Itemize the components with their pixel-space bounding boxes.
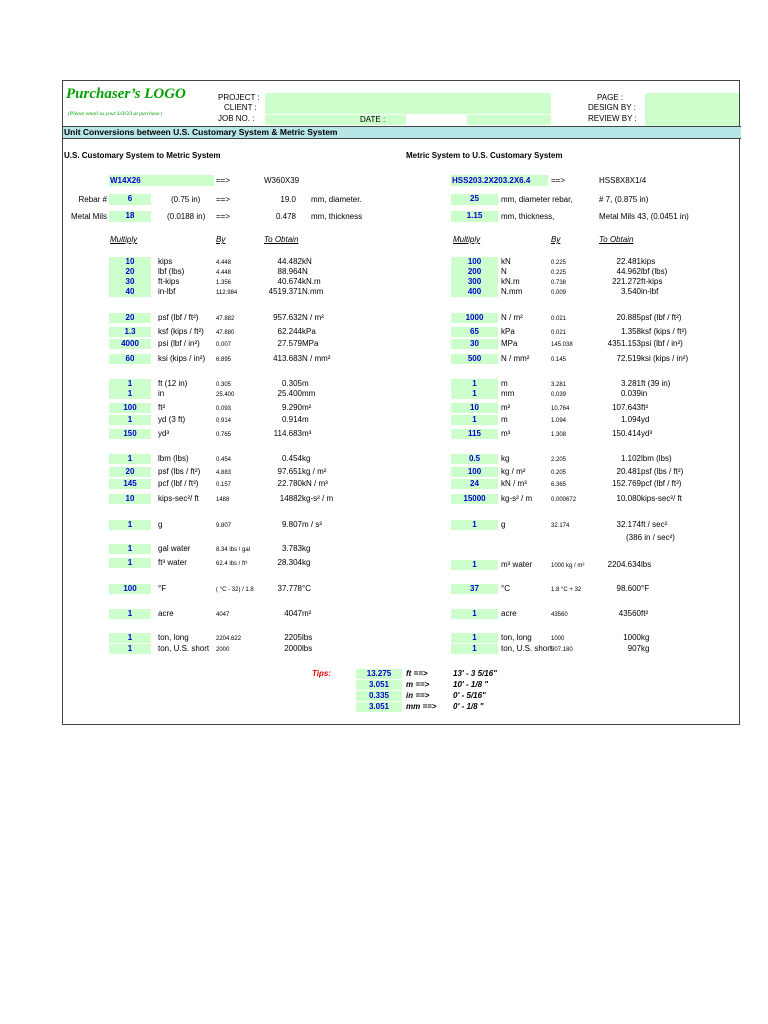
right-mils-input[interactable]: 1.15 <box>451 211 498 222</box>
multiply-input[interactable]: 1 <box>109 644 151 654</box>
factor: ( °C - 32) / 1.8 <box>216 587 254 593</box>
result-value: 0.039 <box>620 389 641 398</box>
from-unit: yd³ <box>158 429 170 438</box>
from-unit: in <box>158 389 165 398</box>
factor: 145.038 <box>551 342 573 348</box>
right-rebar-input[interactable]: 25 <box>451 194 498 205</box>
mils-input[interactable]: 18 <box>109 211 151 222</box>
result-value: 907 <box>627 644 641 653</box>
result-value: 4047 <box>284 609 302 618</box>
tip-unit: mm ==> <box>406 702 437 711</box>
multiply-input[interactable]: 150 <box>109 429 151 439</box>
right-rebar-result: # 7, (0.875 in) <box>599 195 649 204</box>
from-unit: ton, U.S. short <box>501 644 553 653</box>
multiply-input[interactable]: 1.3 <box>109 327 151 337</box>
to-unit: kN / m³ <box>302 479 328 488</box>
from-unit: ft (12 in) <box>158 379 188 388</box>
result-value: 27.579 <box>277 339 302 348</box>
factor: 0.093 <box>216 406 232 412</box>
mils-unit: mm, thickness <box>311 212 363 221</box>
result-value: 957.632 <box>273 313 302 322</box>
from-unit: kPa <box>501 327 515 336</box>
result-value: 4351.153 <box>607 339 641 348</box>
to-unit: kN.m <box>302 277 321 286</box>
right-col-obtain: To Obtain <box>599 235 634 244</box>
multiply-input[interactable]: 20 <box>109 467 151 477</box>
project-label: PROJECT : <box>218 93 260 102</box>
multiply-input[interactable]: 1 <box>451 609 498 619</box>
to-unit: lbs <box>641 560 652 569</box>
to-unit: N / mm² <box>302 354 331 363</box>
result-value: 20.481 <box>616 467 641 476</box>
factor: 1.308 <box>551 432 567 438</box>
factor: 0.305 <box>216 382 232 388</box>
to-unit: yd³ <box>641 429 653 438</box>
to-unit: kPa <box>302 327 316 336</box>
to-unit: lbm (lbs) <box>641 454 672 463</box>
to-unit: ft / sec² <box>641 520 668 529</box>
from-unit: ksi (kips / in²) <box>158 354 206 363</box>
to-unit: psf (lbf / ft²) <box>641 313 682 322</box>
result-value: 114.683 <box>273 429 302 438</box>
to-unit: kg <box>302 454 311 463</box>
tip-input[interactable]: 3.051 <box>356 702 402 712</box>
to-unit: N / m² <box>302 313 324 322</box>
result-value: 28.304 <box>277 558 302 567</box>
rebar-inches: (0.75 in) <box>171 195 201 204</box>
multiply-input[interactable]: 100 <box>109 403 151 413</box>
multiply-input[interactable]: 400 <box>451 287 498 297</box>
page-title: Unit Conversions between U.S. Customary System & Metric System <box>64 127 338 137</box>
factor: 2204.622 <box>216 636 242 642</box>
from-unit: ton, long <box>158 633 189 642</box>
right-shape-value: HSS203.2X203.2X6.4 <box>452 176 531 185</box>
result-value: 37.778 <box>277 584 302 593</box>
multiply-input[interactable]: 1 <box>109 609 151 619</box>
to-unit: psf (lbs / ft²) <box>641 467 684 476</box>
g-note: (386 in / sec²) <box>626 533 675 542</box>
from-unit: g <box>158 520 163 529</box>
from-unit: ft-kips <box>158 277 180 286</box>
multiply-input[interactable]: 15000 <box>451 494 498 504</box>
tip-unit: in ==> <box>406 691 430 700</box>
result-value: 1.102 <box>620 454 641 463</box>
result-value: 9.807 <box>281 520 302 529</box>
to-unit: kg <box>302 558 311 567</box>
multiply-input[interactable]: 10 <box>451 403 498 413</box>
to-unit: ksi (kips / in²) <box>641 354 689 363</box>
factor: 1488 <box>216 497 230 503</box>
factor: 6.895 <box>216 357 232 363</box>
page-field[interactable] <box>645 93 739 126</box>
right-col-multiply: Multiply <box>453 235 481 244</box>
multiply-input[interactable]: 40 <box>109 287 151 297</box>
factor: 0.039 <box>551 392 567 398</box>
result-value: 43560 <box>618 609 641 618</box>
multiply-input[interactable]: 10 <box>109 494 151 504</box>
from-unit: ft² <box>158 403 166 412</box>
right-rebar-unit: mm, diameter rebar, <box>501 195 573 204</box>
from-unit: kN <box>501 257 511 266</box>
factor: 4.883 <box>216 470 232 476</box>
client-label: CLIENT : <box>224 103 257 112</box>
result-value: 107.643 <box>612 403 641 412</box>
result-value: 3.783 <box>281 544 302 553</box>
to-unit: kN <box>302 257 312 266</box>
result-value: 0.914 <box>281 415 302 424</box>
to-unit: kg <box>302 544 311 553</box>
factor: 1000 <box>551 636 565 642</box>
factor: 0.454 <box>216 457 232 463</box>
tip-result: 0' - 1/8 " <box>453 702 484 711</box>
multiply-input[interactable]: 100 <box>451 467 498 477</box>
to-unit: kg / m² <box>302 467 327 476</box>
to-unit: m² <box>302 403 312 412</box>
to-unit: °F <box>641 584 650 593</box>
mils-result: 0.478 <box>275 212 296 221</box>
factor: 0.225 <box>551 260 567 266</box>
to-unit: MPa <box>302 339 319 348</box>
from-unit: gal water <box>158 544 191 553</box>
from-unit: ksf (kips / ft²) <box>158 327 204 336</box>
factor: 3.281 <box>551 382 567 388</box>
factor: 0.145 <box>551 357 567 363</box>
multiply-input[interactable]: 500 <box>451 354 498 364</box>
result-value: 25.400 <box>277 389 302 398</box>
factor: 0.205 <box>551 470 567 476</box>
right-shape-arrow: ==> <box>551 176 566 185</box>
to-unit: pcf (lbf / ft³) <box>641 479 682 488</box>
right-mils-result: Metal Mils 43, (0.0451 in) <box>599 212 689 221</box>
to-unit: m <box>302 379 309 388</box>
from-unit: m² <box>501 403 511 412</box>
multiply-input[interactable]: 1 <box>109 633 151 643</box>
factor: 0.021 <box>551 330 567 336</box>
from-unit: kips <box>158 257 173 266</box>
from-unit: m <box>501 379 508 388</box>
from-unit: lbf (lbs) <box>158 267 185 276</box>
factor: 0.021 <box>551 316 567 322</box>
rebar-input[interactable]: 6 <box>109 194 151 205</box>
result-value: 150.414 <box>612 429 641 438</box>
factor: 0.914 <box>216 418 232 424</box>
to-unit: m³ <box>302 429 312 438</box>
from-unit: lbm (lbs) <box>158 454 189 463</box>
from-unit: kN.m <box>501 277 520 286</box>
result-value: 20.885 <box>616 313 641 322</box>
left-heading: U.S. Customary System to Metric System <box>64 151 221 160</box>
multiply-input[interactable]: 1 <box>109 558 151 568</box>
factor: 1.094 <box>551 418 567 424</box>
to-unit: ft² <box>641 403 649 412</box>
from-unit: yd (3 ft) <box>158 415 186 424</box>
factor: 9.807 <box>216 523 232 529</box>
result-value: 1.094 <box>620 415 641 424</box>
to-unit: psi (lbf / in²) <box>641 339 683 348</box>
factor: 32.174 <box>551 523 570 529</box>
multiply-input[interactable]: 24 <box>451 479 498 489</box>
from-unit: N / mm² <box>501 354 530 363</box>
to-unit: m <box>302 415 309 424</box>
factor: 43560 <box>551 612 568 618</box>
from-unit: g <box>501 520 506 529</box>
from-unit: N <box>501 267 507 276</box>
from-unit: N.mm <box>501 287 523 296</box>
left-col-obtain: To Obtain <box>264 235 299 244</box>
factor: 10.764 <box>551 406 570 412</box>
factor: 112.984 <box>216 290 238 296</box>
date-value[interactable] <box>467 115 551 125</box>
multiply-input[interactable]: 145 <box>109 479 151 489</box>
factor: 8.34 lbs / gal <box>216 547 251 553</box>
from-unit: m³ water <box>501 560 533 569</box>
result-value: 413.683 <box>273 354 302 363</box>
factor: 1000 kg / m³ <box>551 563 585 569</box>
factor: 0.007 <box>216 342 232 348</box>
multiply-input[interactable]: 115 <box>451 429 498 439</box>
factor: 0.000672 <box>551 497 577 503</box>
factor: 6.365 <box>551 482 567 488</box>
from-unit: acre <box>158 609 174 618</box>
to-unit: in <box>641 389 648 398</box>
to-unit: N <box>302 267 308 276</box>
result-value: 3.281 <box>620 379 641 388</box>
multiply-input[interactable]: 30 <box>109 277 151 287</box>
result-value: 32.174 <box>616 520 641 529</box>
multiply-input[interactable]: 1 <box>109 379 151 389</box>
from-unit: psi (lbf / in²) <box>158 339 200 348</box>
multiply-input[interactable]: 100 <box>109 584 151 594</box>
result-value: 221.272 <box>612 277 641 286</box>
factor: 0.225 <box>551 270 567 276</box>
to-unit: mm <box>302 389 316 398</box>
result-value: 0.305 <box>281 379 302 388</box>
right-col-by: By <box>551 235 561 244</box>
left-shape-arrow: ==> <box>216 176 231 185</box>
tips-label: Tips: <box>312 669 331 678</box>
multiply-input[interactable]: 100 <box>451 257 498 267</box>
from-unit: kg / m² <box>501 467 526 476</box>
multiply-input[interactable]: 1 <box>451 389 498 399</box>
from-unit: ft³ water <box>158 558 187 567</box>
rebar-result: 19.0 <box>280 195 296 204</box>
job-field[interactable] <box>265 115 409 125</box>
tip-result: 10' - 1/8 " <box>453 680 489 689</box>
mils-label: Metal Mils <box>70 212 107 221</box>
tip-unit: m ==> <box>406 680 430 689</box>
to-unit: kg <box>641 644 650 653</box>
to-unit: kips <box>641 257 656 266</box>
multiply-input[interactable]: 1 <box>451 379 498 389</box>
to-unit: ft² <box>641 609 649 618</box>
multiply-input[interactable]: 30 <box>451 339 498 349</box>
mils-inches: (0.0188 in) <box>167 212 206 221</box>
tip-input[interactable]: 3.051 <box>356 680 402 690</box>
result-value: 1000 <box>623 633 641 642</box>
to-unit: lbs <box>302 633 313 642</box>
tip-result: 13' - 3 5/16" <box>453 669 497 678</box>
multiply-input[interactable]: 1 <box>451 633 498 643</box>
tip-input[interactable]: 0.335 <box>356 691 402 701</box>
result-value: 98.600 <box>616 584 641 593</box>
left-shape-result: W360X39 <box>264 176 300 185</box>
result-value: 44.962 <box>616 267 641 276</box>
from-unit: psf (lbs / ft²) <box>158 467 201 476</box>
rebar-label: Rebar # <box>78 195 107 204</box>
logo: Purchaser’s LOGO <box>66 86 186 102</box>
factor: 4.448 <box>216 270 232 276</box>
date-label: DATE : <box>360 115 386 124</box>
review-label: REVIEW BY : <box>588 114 637 123</box>
from-unit: acre <box>501 609 517 618</box>
to-unit: m / s² <box>302 520 322 529</box>
to-unit: kg-s² / m <box>302 494 334 503</box>
factor: 0.738 <box>551 280 567 286</box>
from-unit: °C <box>501 584 510 593</box>
rebar-arrow: ==> <box>216 195 231 204</box>
tip-input[interactable]: 13.275 <box>356 669 402 679</box>
multiply-input[interactable]: 1 <box>109 544 151 554</box>
multiply-input[interactable]: 10 <box>109 257 151 267</box>
to-unit: lbs <box>302 644 313 653</box>
from-unit: °F <box>158 584 167 593</box>
result-value: 4519.371 <box>268 287 302 296</box>
from-unit: mm <box>501 389 515 398</box>
multiply-input[interactable]: 1000 <box>451 313 498 323</box>
result-value: 88.964 <box>277 267 302 276</box>
multiply-input[interactable]: 200 <box>451 267 498 277</box>
result-value: 9.290 <box>281 403 302 412</box>
from-unit: MPa <box>501 339 518 348</box>
tip-result: 0' - 5/16" <box>453 691 486 700</box>
factor: 4.448 <box>216 260 232 266</box>
factor: 2000 <box>216 647 230 653</box>
factor: 0.765 <box>216 432 232 438</box>
to-unit: ksf (kips / ft²) <box>641 327 687 336</box>
to-unit: °C <box>302 584 311 593</box>
multiply-input[interactable]: 1 <box>109 520 151 530</box>
multiply-input[interactable]: 4000 <box>109 339 151 349</box>
right-mils-unit: mm, thickness, <box>501 212 555 221</box>
tip-unit: ft ==> <box>406 669 428 678</box>
factor: 1.356 <box>216 280 232 286</box>
worksheet <box>62 80 740 725</box>
result-value: 22.780 <box>277 479 302 488</box>
factor: 25.400 <box>216 392 235 398</box>
to-unit: N.mm <box>302 287 324 296</box>
factor: 47.882 <box>216 316 235 322</box>
from-unit: kips-sec²/ ft <box>158 494 199 503</box>
project-field[interactable] <box>265 93 551 114</box>
design-label: DESIGN BY : <box>588 103 636 112</box>
to-unit: kg <box>641 633 650 642</box>
rebar-unit: mm, diameter. <box>311 195 362 204</box>
factor: 907.180 <box>551 647 573 653</box>
multiply-input[interactable]: 1 <box>109 454 151 464</box>
factor: 0.157 <box>216 482 232 488</box>
result-value: 40.674 <box>277 277 302 286</box>
result-value: 3.540 <box>620 287 641 296</box>
result-value: 0.454 <box>281 454 302 463</box>
result-value: 22.481 <box>616 257 641 266</box>
from-unit: m <box>501 415 508 424</box>
result-value: 14882 <box>279 494 302 503</box>
to-unit: in-lbf <box>641 287 659 296</box>
left-col-by: By <box>216 235 226 244</box>
right-heading: Metric System to U.S. Customary System <box>406 151 563 160</box>
from-unit: psf (lbf / ft²) <box>158 313 199 322</box>
result-value: 97.651 <box>277 467 302 476</box>
factor: 4047 <box>216 612 230 618</box>
to-unit: ft-kips <box>641 277 663 286</box>
factor: 1.8 °C + 32 <box>551 587 582 593</box>
to-unit: kips-sec²/ ft <box>641 494 682 503</box>
result-value: 62.244 <box>277 327 302 336</box>
result-value: 2205 <box>284 633 302 642</box>
factor: 2.205 <box>551 457 567 463</box>
multiply-input[interactable]: 1 <box>451 644 498 654</box>
left-shape-value: W14X26 <box>110 176 141 185</box>
result-value: 2204.634 <box>607 560 641 569</box>
from-unit: in-lbf <box>158 287 176 296</box>
factor: 62.4 lbs / ft³ <box>216 561 248 567</box>
multiply-input[interactable]: 1 <box>451 520 498 530</box>
result-value: 1.358 <box>620 327 641 336</box>
from-unit: ton, long <box>501 633 532 642</box>
result-value: 44.482 <box>277 257 302 266</box>
page-label: PAGE : <box>597 93 624 102</box>
multiply-input[interactable]: 20 <box>109 313 151 323</box>
factor: 0.009 <box>551 290 567 296</box>
multiply-input[interactable]: 1 <box>109 389 151 399</box>
mils-arrow: ==> <box>216 212 231 221</box>
from-unit: ton, U.S. short <box>158 644 210 653</box>
right-shape-result: HSS8X8X1/4 <box>599 176 647 185</box>
factor: 47.880 <box>216 330 235 336</box>
from-unit: m³ <box>501 429 511 438</box>
result-value: 152.769 <box>612 479 641 488</box>
multiply-input[interactable]: 1 <box>109 415 151 425</box>
to-unit: m² <box>302 609 312 618</box>
multiply-input[interactable]: 20 <box>109 267 151 277</box>
result-value: 72.519 <box>616 354 641 363</box>
multiply-input[interactable]: 0.5 <box>451 454 498 464</box>
multiply-input[interactable]: 60 <box>109 354 151 364</box>
from-unit: N / m² <box>501 313 523 322</box>
left-col-multiply: Multiply <box>110 235 138 244</box>
from-unit: kN / m³ <box>501 479 527 488</box>
multiply-input[interactable]: 1 <box>451 560 498 570</box>
result-value: 2000 <box>284 644 302 653</box>
multiply-input[interactable]: 300 <box>451 277 498 287</box>
multiply-input[interactable]: 1 <box>451 415 498 425</box>
to-unit: yd <box>641 415 650 424</box>
result-value: 10.080 <box>616 494 641 503</box>
from-unit: pcf (lbf / ft³) <box>158 479 199 488</box>
job-label: JOB NO. : <box>218 114 255 123</box>
to-unit: ft (39 in) <box>641 379 671 388</box>
multiply-input[interactable]: 65 <box>451 327 498 337</box>
from-unit: kg-s² / m <box>501 494 533 503</box>
from-unit: kg <box>501 454 510 463</box>
to-unit: lbf (lbs) <box>641 267 668 276</box>
multiply-input[interactable]: 37 <box>451 584 498 594</box>
logo-note: (Please email us your LOGO at purchase.) <box>68 111 163 117</box>
